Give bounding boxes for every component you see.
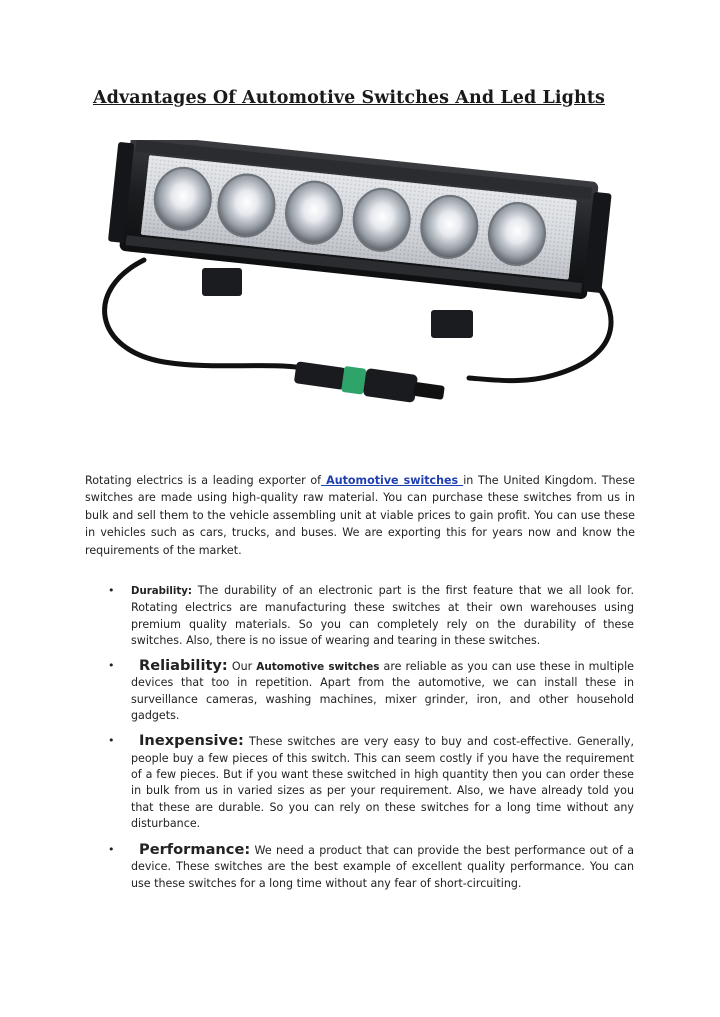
intro-text-after: in The United Kingdom. These switches are made using high-quality raw material. You can purchase these switches from us in bulk and sell them to the vehicle assembling unit at viable prices to gain profit. You can use these in vehicles such as cars, trucks, and buses. We are exporting this for years now and know the requirements of the market. bbox=[85, 474, 635, 557]
feature-text-before: Our bbox=[227, 660, 257, 674]
feature-text: are reliable as you can use these in multiple devices that too in repetition. Apart from the automotive, we can install these in surveillance cameras, washing machines, mixer grinder, iron, and other household gadgets. bbox=[131, 660, 634, 723]
feature-heading: Durability: bbox=[131, 586, 192, 597]
feature-reliability bbox=[108, 657, 634, 724]
features-list bbox=[0, 583, 720, 892]
bullet-icon: • bbox=[108, 584, 115, 597]
feature-durability bbox=[108, 583, 634, 649]
intro-text-before: Rotating electrics is a leading exporter of bbox=[85, 474, 322, 487]
feature-heading: Reliability: bbox=[139, 657, 228, 675]
feature-text: These switches are very easy to buy and cost-effective. Generally, people buy a few pieces of this switch. This can seem costly if you have the requirement of a few pieces. But if you want these switched in high quantity then you can order these in bulk from us in varied sizes as per your requirement. Also, we have already told you that these are durable. So you can rely on these switches for a long time without any disturbance. bbox=[131, 735, 634, 830]
bullet-icon: • bbox=[108, 734, 115, 748]
feature-text: The durability of an electronic part is the first feature that we all look for. Rotating electrics are manufacturing these switches at their own warehouses using premium quality materials. So you can completely rely on the durability of these switches. Also, there is no issue of wearing and tearing in these switches. bbox=[131, 584, 634, 647]
led-light-bar-image bbox=[84, 140, 640, 450]
bullet-icon: • bbox=[108, 659, 115, 673]
page-title: Advantages Of Automotive Switches And Led Lights bbox=[93, 88, 605, 108]
intro-paragraph bbox=[85, 472, 635, 559]
feature-performance bbox=[108, 841, 634, 892]
bullet-icon: • bbox=[108, 843, 115, 857]
feature-heading: Inexpensive: bbox=[139, 732, 244, 750]
feature-inexpensive bbox=[108, 732, 634, 832]
automotive-switches-link[interactable]: Automotive switches bbox=[321, 474, 464, 487]
feature-inline-bold: Automotive switches bbox=[256, 661, 380, 674]
feature-heading: Performance: bbox=[139, 841, 251, 859]
feature-text: We need a product that can provide the best performance out of a device. These switches are the best example of excellent quality performance. You can use these switches for a long time without any fear of short-circuiting. bbox=[131, 844, 634, 890]
